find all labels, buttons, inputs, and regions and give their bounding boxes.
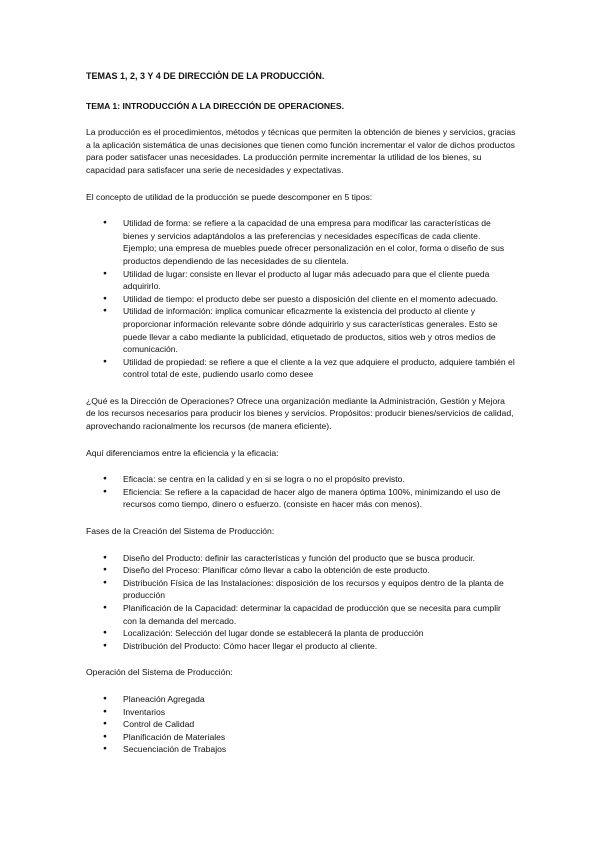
document-title: TEMAS 1, 2, 3 Y 4 DE DIRECCIÓN DE LA PRODUCCIÓN. bbox=[86, 71, 325, 81]
eficiencia-list bbox=[86, 473, 516, 511]
list-item: ● Inventarios bbox=[86, 706, 516, 719]
operacion-heading: Operación del Sistema de Producción: bbox=[86, 667, 233, 678]
intro-paragraph: La producción es el procedimientos, métodos y técnicas que permiten la obtención de bienes y servicios, gracias a la aplicación sistemática de unas decisiones que tienen como función incrementar el valor de dichos productos para poder satisfacer unas necesidades. La producción permite incrementar la utilidad de los bienes, su capacidad para satisfacer una serie de necesidades y expectativas. bbox=[86, 127, 516, 175]
list-item: ● Distribución del Producto: Cómo hacer llegar el producto al cliente. bbox=[86, 640, 516, 653]
list-item: ● Utilidad de lugar: consiste en llevar el producto al lugar más adecuado para que el cliente pueda adquirirlo. bbox=[86, 268, 516, 293]
list-item: ● Eficiencia: Se refiere a la capacidad de hacer algo de manera óptima 100%, minimizando el uso de recursos como tiempo, dinero o esfuerzo. (consiste en hacer más con menos). bbox=[86, 486, 516, 511]
list-item: ● Planeación Agregada bbox=[86, 693, 516, 706]
list-item: ● Localización: Selección del lugar donde se establecerá la planta de producción bbox=[86, 627, 516, 640]
list-item: ● Eficacia: se centra en la calidad y en si se logra o no el propósito previsto. bbox=[86, 473, 516, 486]
operacion-list bbox=[86, 693, 516, 756]
document-content bbox=[86, 70, 516, 770]
list-item: ● Utilidad de forma: se refiere a la capacidad de una empresa para modificar las características de bienes y servicios adaptándolos a las preferencias y necesidades específicas de cada cliente. Ejemplo; una empresa de muebles puede ofrecer personalización en el color, forma o diseño de sus productos dependiendo de las necesidades de su clientela. bbox=[86, 217, 516, 267]
utilidad-heading: El concepto de utilidad de la producción se puede descomponer en 5 tipos: bbox=[86, 191, 373, 202]
list-item: ● Distribución Física de las Instalaciones: disposición de los recursos y equipos dentro de la planta de producción bbox=[86, 577, 516, 602]
utilidad-list bbox=[86, 217, 516, 381]
list-item: ● Utilidad de propiedad: se refiere a que el cliente a la vez que adquiere el producto, adquiere también el control total de este, pudiendo usarlo como desee bbox=[86, 356, 516, 381]
list-item: ● Utilidad de información: implica comunicar eficazmente la existencia del producto al cliente y proporcionar información relevante sobre dónde adquirirlo y sus características generales. Esto se puede llevar a cabo mediante la publicidad, etiquetado de productos, sitios web y otros medios de comunicación. bbox=[86, 305, 516, 355]
list-item: ● Diseño del Proceso: Planificar cómo llevar a cabo la obtención de este producto. bbox=[86, 564, 516, 577]
list-item: ● Secuenciación de Trabajos bbox=[86, 743, 516, 756]
list-item: ● Diseño del Producto: definir las características y función del producto que se busca producir. bbox=[86, 552, 516, 565]
list-item: ● Utilidad de tiempo: el producto debe ser puesto a disposición del cliente en el momento adecuado. bbox=[86, 293, 516, 306]
list-item: ● Planificación de la Capacidad: determinar la capacidad de producción que se necesita para cumplir con la demanda del mercado. bbox=[86, 602, 516, 627]
direccion-paragraph: ¿Qué es la Dirección de Operaciones? Ofrece una organización mediante la Administración, Gestión y Mejora de los recursos necesarios para producir los bienes y servicios. Propósitos: producir bienes/servicios de calidad, aprovechando racionalmente los recursos (de manera eficiente). bbox=[86, 395, 514, 432]
fases-heading: Fases de la Creación del Sistema de Producción: bbox=[86, 526, 275, 537]
fases-list bbox=[86, 552, 516, 653]
list-item: ● Planificación de Materiales bbox=[86, 731, 516, 744]
section-title: TEMA 1: INTRODUCCIÓN A LA DIRECCIÓN DE OPERACIONES. bbox=[86, 100, 344, 111]
eficiencia-heading: Aquí diferenciamos entre la eficiencia y la eficacia: bbox=[86, 447, 279, 458]
list-item: ● Control de Calidad bbox=[86, 718, 516, 731]
